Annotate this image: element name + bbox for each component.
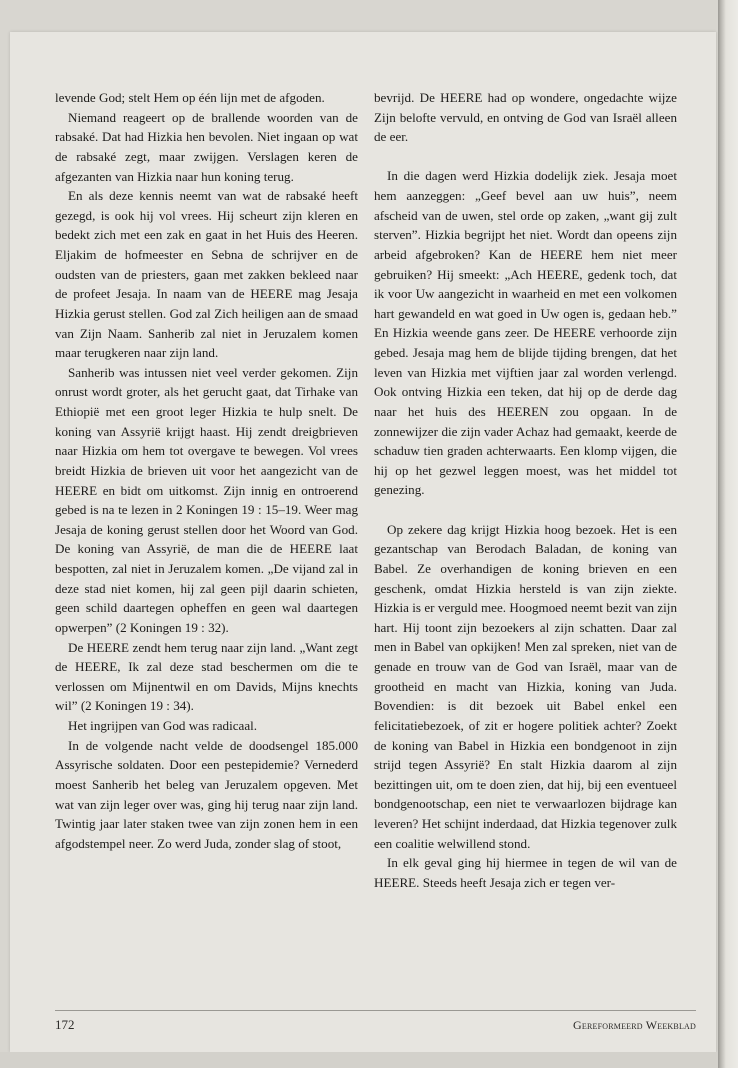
page-number: 172 [55,1017,75,1032]
paragraph: In de volgende nacht velde de doodsengel 185.000 Assyrische soldaten. Door een pestepidemie? Vernederd moest Sanherib het beleg van Jeruzalem opgeven. Met wat van zijn leger over was, ging hij terug naar zijn land. Twintig jaar later staken twee van zijn zonen hem in een afgodstempel neer. Zo werd Juda, zonder slag of stoot, [55,737,358,851]
paragraph: In die dagen werd Hizkia dodelijk ziek. Jesaja moet hem aanzeggen: „Geef bevel aan uw huis”, neem afscheid van de uwen, stel orde op zaken, „want gij zult sterven”. Hizkia begrijpt het niet. Wordt dan opeens zijn arbeid afgebroken? Kan de HEERE hem niet meer gebruiken? Hij smeekt: „Ach HEERE, gedenk toch, dat ik voor Uw aangezicht in waarheid en met een volkomen hart gewandeld en wat goed in Uw ogen is, gedaan heb.” En Hizkia weende gans zeer. De HEERE verhoorde zijn gebed. Jesaja mag hem de blijde tijding brengen, dat het leven van Hizkia met vijftien jaar zal worden verlengd. Ook ontving Hizkia een teken, dat hij op de derde dag naar het huis des HEEREN zou opgaan. In de zonnewijzer die zijn vader Achaz had gemaakt, keerde de schaduw tien graden achterwaarts. Een klomp vijgen, die hij op het gezwel leggen moest, was het middel tot genezing. [374,168,677,498]
paragraph: Het ingrijpen van God was radicaal. [68,718,258,733]
paragraph: Niemand reageert op de brallende woorden van de rabsaké. Dat had Hizkia hen bevolen. Niet ingaan op wat de rabsaké zegt, maar zwijgen. Verslagen keren de afgezanten van Hizkia naar hun koning terug. [55,109,358,184]
paragraph: In elk geval ging hij hiermee in tegen de wil van de HEERE. Steeds heeft Jesaja zich er tegen ver- [374,855,677,890]
paragraph: En als deze kennis neemt van wat de rabsaké heeft gezegd, is ook hij vol vrees. Hij scheurt zijn kleren en bedekt zich met een zak en gaat in het Huis des Heeren. Eljakim de hofmeester en Sebna de schrijver en de oudsten van de priesters, gaan met zakken bekleed naar de profeet Jesaja. In naam van de HEERE mag Jesaja Hizkia gerust stellen. God zal Zich heiligen aan de smaad van Zijn Naam. Sanherib zal niet in Jeruzalem komen maar terugkeren naar zijn land. [55,188,358,361]
paragraph: Op zekere dag krijgt Hizkia hoog bezoek. Het is een gezantschap van Berodach Baladan, de koning van Babel. Ze overhandigen de koning brieven en een geschenk, omdat Hizkia hersteld is van zijn ziekte. Hizkia is er verguld mee. Hoogmoed neemt bezit van zijn hart. Hij toont zijn bezoekers al zijn schatten. Daar zal men in Babel van opkijken! Men zal spreken, niet van de genade en trouw van de God van Israël, maar van de grootheid en macht van Hizkia, koning van Juda. Bovendien: is dit bezoek uit Babel enkel een felicitatiebezoek, of zit er hogere politiek achter? Zoekt de koning van Babel in Hizkia een bondgenoot in zijn strijd tegen Assyrië? En stalt Hizkia daarom al zijn bezittingen uit, om te doen zien, dat hij, bij een eventueel bondgenootschap, een niet te verwaarlozen bijdrage kan leveren? Het schijnt inderdaad, dat Hizkia tegenover zulk een coalitie welwillend stond. [374,521,677,851]
paragraph: Sanherib was intussen niet veel verder gekomen. Zijn onrust wordt groter, als het gerucht gaat, dat Tirhake van Ethiopië met een groot leger Hizkia te hulp snelt. De koning van Assyrië krijgt haast. Hij zendt dreigbrieven naar Hizkia om hem tot overgave te bewegen. Vol vrees breidt Hizkia de brieven uit voor het aangezicht van de HEERE en bidt om uitkomst. Zijn innig en ontroerend gebed is na te lezen in 2 Koningen 19 : 15–19. Weer mag Jesaja de koning gerust stellen door het Woord van God. De koning van Assyrië, de man die de HEERE laat bespotten, zal niet in Jeruzalem komen. „De vijand zal in deze stad niet komen, hij zal geen pijl daarin schieten, geen schild daartegen opheffen en geen wal daartegen opwerpen” (2 Koningen 19 : 32). [55,364,358,635]
paragraph: bevrijd. De HEERE had op wondere, ongedachte wijze Zijn belofte vervuld, en ontving de God van Israël alleen de eer. [374,90,677,145]
next-page-edge [718,0,738,1068]
page-bottom-shadow [0,1052,718,1068]
publication-name: Gereformeerd Weekblad [573,1018,696,1032]
left-text-column [55,88,358,853]
right-text-column [374,88,677,893]
footer-divider [55,1010,696,1011]
paragraph: De HEERE zendt hem terug naar zijn land. „Want zegt de HEERE, Ik zal deze stad beschermen om die te verlossen om Mijnentwil en om Davids, Mijns knechts wil” (2 Koningen 19 : 34). [55,639,358,714]
paragraph: levende God; stelt Hem op één lijn met de afgoden. [55,90,325,105]
